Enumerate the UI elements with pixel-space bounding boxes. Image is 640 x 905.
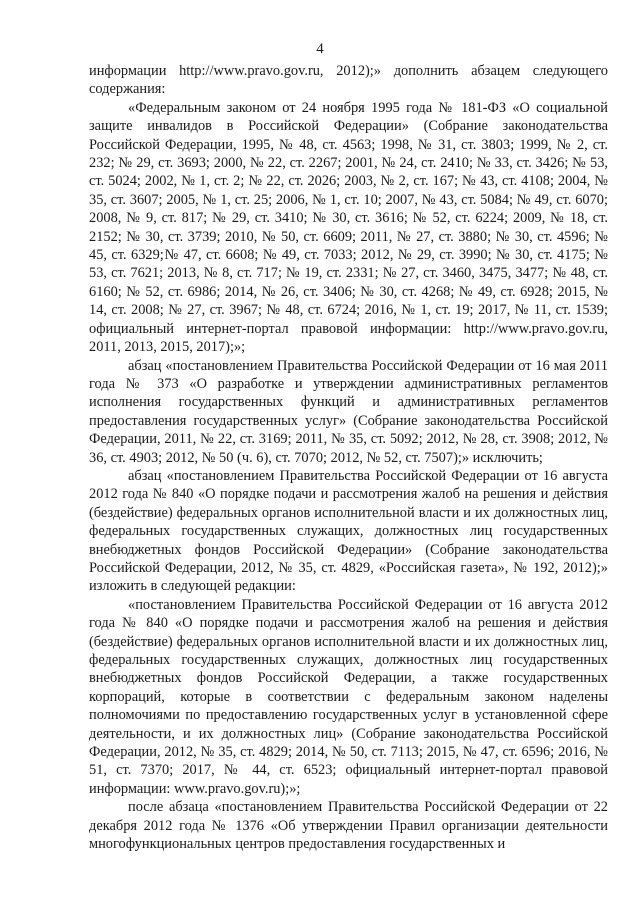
paragraph-continuation: информации http://www.pravo.gov.ru, 2012);» дополнить абзацем следующего содержания: [89, 63, 608, 98]
document-body [89, 62, 608, 853]
paragraph-resolution-840-amend: абзац «постановлением Правительства Российской Федерации от 16 августа 2012 года № 840 «О порядке подачи и рассмотрения жалоб на решения и действия (бездействие) федеральных органов исполнительной власти и их должностных лиц, федеральных государственных служащих, должностных лиц государственных внебюджетных фондов Российской Федерации» (Собрание законодательства Российской Федерации, 2012, № 35, ст. 4829, «Российская газета», № 192, 2012);» изложить в следующей редакции: [89, 467, 608, 595]
paragraph-resolution-373-exclude: абзац «постановлением Правительства Российской Федерации от 16 мая 2011 года № 373 «О разработке и утверждении административных регламентов исполнения государственных функций и административных регламентов предоставления государственных услуг» (Собрание законодательства Российской Федерации, 2011, № 22, ст. 3169; 2011, № 35, ст. 5092; 2012, № 28, ст. 3908; 2012, № 36, ст. 4903; 2012, № 50 (ч. 6), ст. 7070; 2012, № 52, ст. 7507);» исключить; [89, 357, 608, 466]
page-number: 4 [316, 41, 324, 57]
paragraph-resolution-840-new-wording: «постановлением Правительства Российской Федерации от 16 августа 2012 года № 840 «О порядке подачи и рассмотрения жалоб на решения и действия (бездействие) федеральных органов исполнительной власти и их должностных лиц, федеральных государственных служащих, должностных лиц государственных внебюджетных фондов Российской Федерации, а также государственных корпораций, которые в соответствии с федеральным законом наделены полномочиями по предоставлению государственных услуг в установленной сфере деятельности, и их должностных лиц» (Собрание законодательства Российской Федерации, 2012, № 35, ст. 4829; 2014, № 50, ст. 7113; 2015, № 47, ст. 6596; 2016, № 51, ст. 7370; 2017, № 44, ст. 6523; официальный интернет-портал правовой информации: www.pravo.gov.ru);»; [89, 596, 608, 797]
paragraph-federal-law-181: «Федеральным законом от 24 ноября 1995 года № 181-ФЗ «О социальной защите инвалидов в Российской Федерации» (Собрание законодательства Российской Федерации, 1995, № 48, ст. 4563; 1998, № 31, ст. 3803; 1999, № 2, ст. 232; № 29, ст. 3693; 2000, № 22, ст. 2267; 2001, № 24, ст. 2410; № 33, ст. 3426; № 53, ст. 5024; 2002, № 1, ст. 2; № 22, ст. 2026; 2003, № 2, ст. 167; № 43, ст. 4108; 2004, № 35, ст. 3607; 2005, № 1, ст. 25; 2006, № 1, ст. 10; 2007, № 43, ст. 5084; № 49, ст. 6070; 2008, № 9, ст. 817; № 29, ст. 3410; № 30, ст. 3616; № 52, ст. 6224; 2009, № 18, ст. 2152; № 30, ст. 3739; 2010, № 50, ст. 6609; 2011, № 27, ст. 3880; № 30, ст. 4596; № 45, ст. 6329;№ 47, ст. 6608; № 49, ст. 7033; 2012, № 29, ст. 3990; № 30, ст. 4175; № 53, ст. 7621; 2013, № 8, ст. 717; № 19, ст. 2331; № 27, ст. 3460, 3475, 3477; № 48, ст. 6160; № 52, ст. 6986; 2014, № 26, ст. 3406; № 30, ст. 4268; № 49, ст. 6928; 2015, № 14, ст. 2008; № 27, ст. 3967; № 48, ст. 6724; 2016, № 1, ст. 19; 2017, № 11, ст. 1539; официальный интернет-портал правовой информации: http://www.pravo.gov.ru, 2011, 2013, 2015, 2017);»; [89, 99, 608, 356]
paragraph-resolution-1376: после абзаца «постановлением Правительства Российской Федерации от 22 декабря 2012 года № 1376 «Об утверждении Правил организации деятельности многофункциональных центров предоставления государственных и [89, 799, 608, 853]
